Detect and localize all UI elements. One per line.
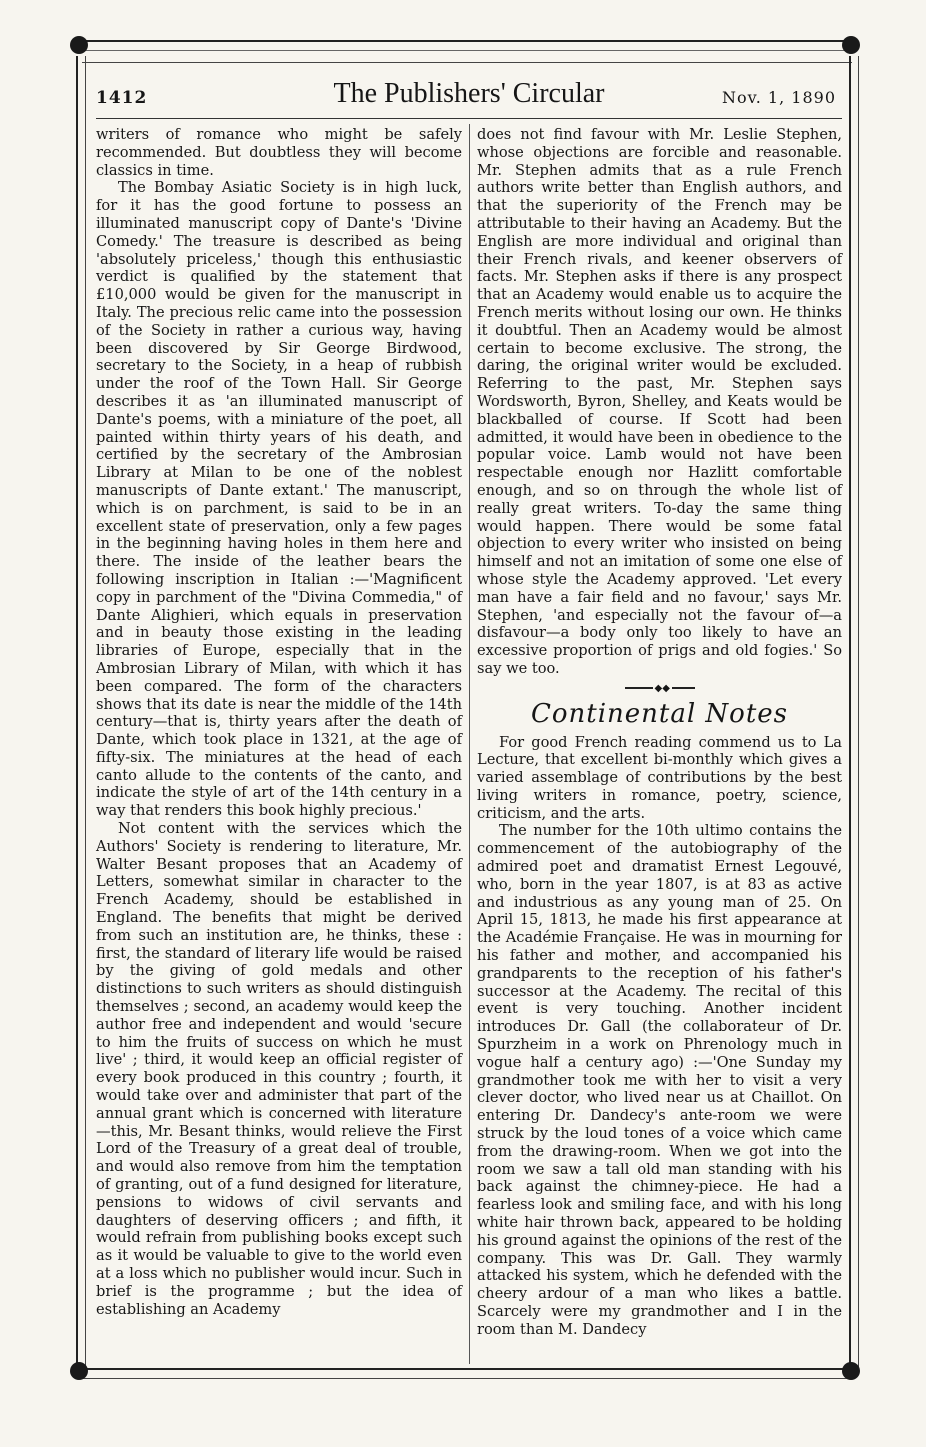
corner-ornament-bottom-left — [70, 1362, 88, 1380]
top-border-rule — [82, 40, 852, 63]
article-paragraph: does not find favour with Mr. Leslie Stephen, whose objections are forcible and reasonable. Mr. Stephen admits that as a rule French authors write better than English authors, and that the superiority of the French may be attributable to their having an Academy. But the English are more individual and original than their French rivals, and keener observers of facts. Mr. Stephen asks if there is any prospect that an Academy would enable us to acquire the French merits without losing our own. He thinks it doubtful. Then an Academy would be almost certain to become exclusive. The strong, the daring, the original writer would be excluded. Referring to the past, Mr. Stephen says Wordsworth, Byron, Shelley, and Keats would be blackballed of course. If Scott had been admitted, it would have been in obedience to the popular voice. Lamb would not have been respectable enough nor Hazlitt comfortable enough, and so on through the whole list of really great writers. To-day the same thing would happen. There would be some fatal objection to every writer who insisted on being himself and not an imitation of some one else of whose style the Academy approved. 'Let every man have a fair field and no favour,' says Mr. Stephen, 'and especially not the favour of—a disfavour—a body only too likely to have an excessive proportion of prigs and old fogies.' So say we too. — [477, 126, 842, 677]
article-paragraph: writers of romance who might be safely recommended. But doubtless they will become classics in time. — [96, 126, 462, 179]
issue-date: Nov. 1, 1890 — [721, 88, 836, 107]
article-paragraph: Not content with the services which the Authors' Society is rendering to literature, Mr. Walter Besant proposes that an Academy of Letters, somewhat similar in character to the French Academy, should be established in England. The benefits that might be derived from such an institution are, he thinks, these : first, the standard of literary life would be raised by the giving of gold medals and other distinctions to such writers as should distinguish themselves ; second, an academy would keep the author free and independent and would 'secure to him the fruits of success on which he must live' ; third, it would keep an official register of every book produced in this country ; fourth, it would take over and administer that part of the annual grant which is concerned with literature—this, Mr. Besant thinks, would relieve the First Lord of the Treasury of a great deal of trouble, and would also remove from him the temptation of granting, out of a fund designed for literature, pensions to widows of civil servants and daughters of deserving officers ; and fifth, it would refrain from publishing books except such as it would be valuable to give to the world even at a loss which no publisher would incur. Such in brief is the programme ; but the idea of establishing an Academy — [96, 820, 462, 1318]
article-paragraph: For good French reading commend us to La Lecture, that excellent bi-monthly which gives a varied assemblage of contributions by the best living writers in romance, poetry, science, criticism, and the arts. — [477, 733, 842, 822]
left-border-rule — [76, 56, 86, 1372]
right-column — [477, 126, 842, 1339]
right-border-rule — [849, 56, 859, 1372]
page-number: 1412 — [96, 88, 148, 108]
bottom-border-rule — [82, 1368, 852, 1379]
header-rule — [96, 118, 842, 119]
column-divider — [469, 124, 470, 1364]
ornament-glyph: ◆◆ — [653, 680, 672, 698]
left-column — [96, 126, 462, 1318]
article-paragraph: The number for the 10th ultimo contains the commencement of the autobiography of the admired poet and dramatist Ernest Legouvé, who, born in the year 1807, is at 83 as active and industrious as any young man of 25. On April 15, 1813, he made his first appearance at the Académie Française. He was in mourning for his father and mother, and accompanied his grandparents to the reception of his father's successor at the Academy. The recital of this event is very touching. Another incident introduces Dr. Gall (the collaborateur of Dr. Spurzheim in a work on Phrenology much in vogue half a century ago) :—'One Sunday my grandmother took me with her to visit a very clever doctor, who lived near us at Chaillot. On entering Dr. Dandecy's ante-room we were struck by the loud tones of a voice which came from the drawing-room. When we got into the room we saw a tall old man standing with his back against the chimney-piece. He had a fearless look and smiling face, and with his long white hair thrown back, appeared to be holding his ground against the opinions of the rest of the company. This was Dr. Gall. They warmly attacked his system, which he defended with the cheery ardour of a man who likes a battle. Scarcely were my grandmother and I in the room than M. Dandecy — [477, 822, 842, 1338]
page-header — [96, 76, 842, 116]
article-paragraph: The Bombay Asiatic Society is in high luck, for it has the good fortune to possess an illuminated manuscript copy of Dante's 'Divine Comedy.' The treasure is described as being 'absolutely priceless,' though this enthusiastic verdict is qualified by the statement that £10,000 would be given for the manuscript in Italy. The precious relic came into the possession of the Society in rather a curious way, having been discovered by Sir George Birdwood, secretary to the Society, in a heap of rubbish under the roof of the Town Hall. Sir George describes it as 'an illuminated manuscript of Dante's poems, with a miniature of the poet, all painted within thirty years of his death, and certified by the secretary of the Ambrosian Library at Milan to be one of the noblest manuscripts of Dante extant.' The manuscript, which is on parchment, is said to be in an excellent state of preservation, only a few pages in the beginning having holes in them here and there. The inside of the leather bears the following inscription in Italian :—'Magnificent copy in parchment of the "Divina Commedia," of Dante Alighieri, which equals in preservation and in beauty those existing in the leading libraries of Europe, especially that in the Ambrosian Library of Milan, with which it has been compared. The form of the characters shows that its date is near the middle of the 14th century—that is, thirty years after the death of Dante, which took place in 1321, at the age of fifty-six. The miniatures at the head of each canto allude to the contents of the canto, and indicate the style of art of the 14th century in a way that renders this book highly precious.' — [96, 179, 462, 820]
corner-ornament-bottom-right — [842, 1362, 860, 1380]
section-heading: Continental Notes — [530, 698, 789, 729]
section-divider-ornament — [625, 684, 695, 692]
corner-ornament-top-right — [842, 36, 860, 54]
publication-title: The Publishers' Circular — [333, 78, 605, 109]
corner-ornament-top-left — [70, 36, 88, 54]
